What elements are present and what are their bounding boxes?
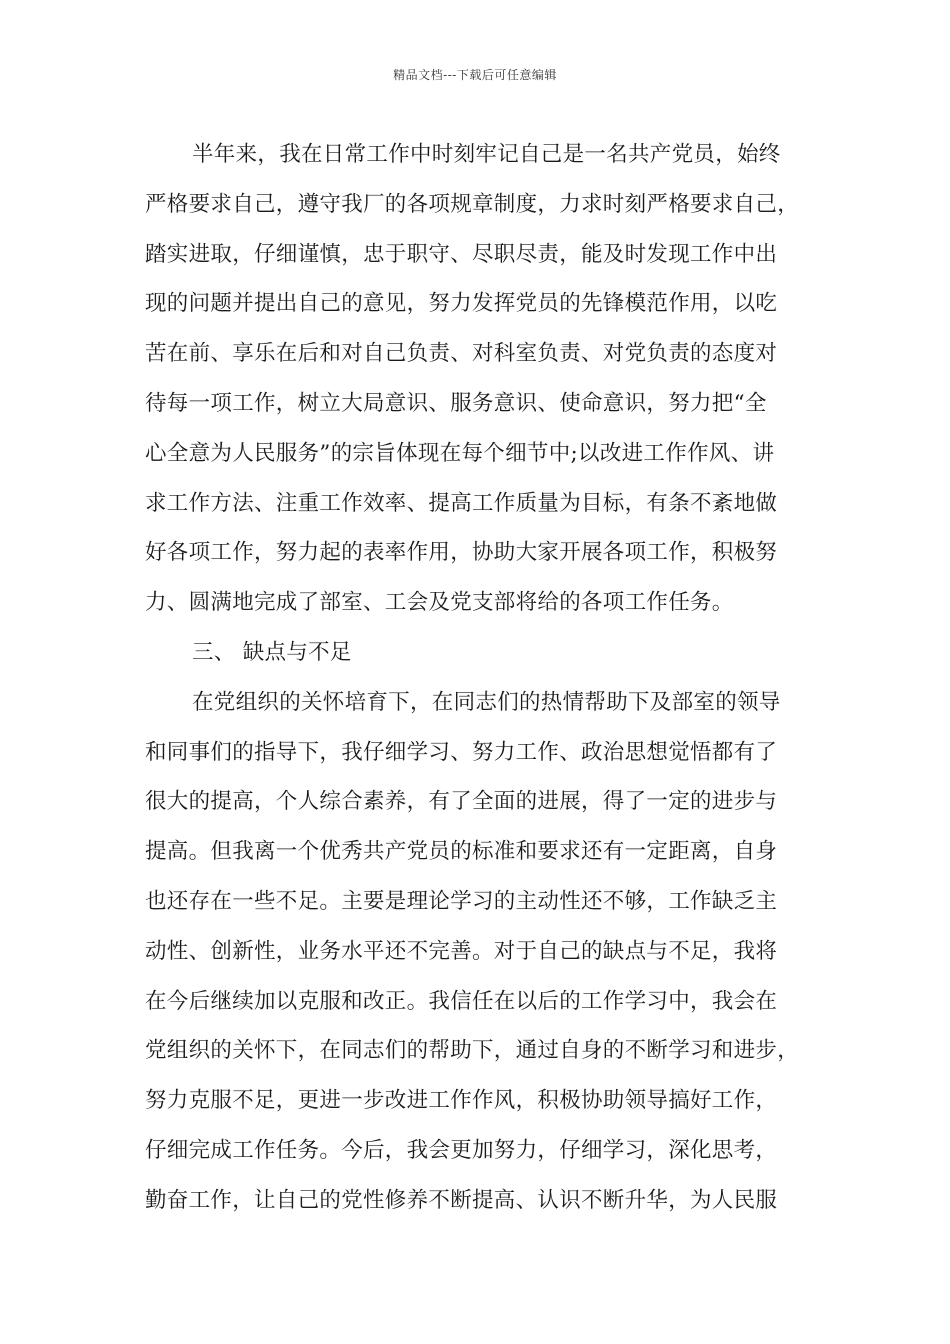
text-line: 和同事们的指导下，我仔细学习、努力工作、政治思想觉悟都有了	[145, 739, 778, 765]
text-line: 勤奋工作，让自己的党性修养不断提高、认识不断升华，为人民服	[145, 1187, 778, 1213]
text-line: 在今后继续加以克服和改正。我信任在以后的工作学习中，我会在	[145, 988, 778, 1014]
text-line: 踏实进取，仔细谨慎，忠于职守、尽职尽责，能及时发现工作中出	[145, 241, 778, 267]
text-line: 也还存在一些不足。主要是理论学习的主动性还不够，工作缺乏主	[145, 888, 778, 914]
text-line: 严格要求自己，遵守我厂的各项规章制度，力求时刻严格要求自己，	[145, 191, 800, 217]
text-line: 苦在前、享乐在后和对自己负责、对科室负责、对党负责的态度对	[145, 341, 778, 367]
page-header: 精品文档---下载后可任意编辑	[393, 68, 557, 82]
text-line: 力、圆满地完成了部室、工会及党支部将给的各项工作任务。	[145, 590, 734, 616]
section-heading: 三、 缺点与不足	[192, 639, 352, 665]
text-line: 在党组织的关怀培育下，在同志们的热情帮助下及部室的领导	[192, 689, 781, 715]
text-line: 努力克服不足，更进一步改进工作作风，积极协助领导搞好工作，	[145, 1088, 778, 1114]
text-line: 动性、创新性，业务水平还不完善。对于自己的缺点与不足，我将	[145, 938, 778, 964]
text-line: 心全意为人民服务”的宗旨体现在每个细节中;以改进工作作风、讲	[145, 440, 775, 466]
text-line: 提高。但我离一个优秀共产党员的标准和要求还有一定距离，自身	[145, 839, 778, 865]
text-line: 很大的提高，个人综合素养，有了全面的进展，得了一定的进步与	[145, 789, 778, 815]
text-line: 仔细完成工作任务。今后，我会更加努力，仔细学习，深化思考，	[145, 1137, 778, 1163]
text-line: 好各项工作，努力起的表率作用，协助大家开展各项工作，积极努	[145, 540, 778, 566]
text-line: 现的问题并提出自己的意见，努力发挥党员的先锋模范作用，以吃	[145, 291, 778, 317]
text-line: 半年来，我在日常工作中时刻牢记自己是一名共产党员，始终	[192, 142, 781, 167]
document-body	[145, 130, 830, 1226]
text-line: 待每一项工作，树立大局意识、服务意识、使命意识，努力把“全	[145, 390, 767, 416]
text-line: 党组织的关怀下，在同志们的帮助下，通过自身的不断学习和进步，	[145, 1038, 800, 1064]
text-line: 求工作方法、注重工作效率、提高工作质量为目标，有条不紊地做	[145, 490, 778, 516]
